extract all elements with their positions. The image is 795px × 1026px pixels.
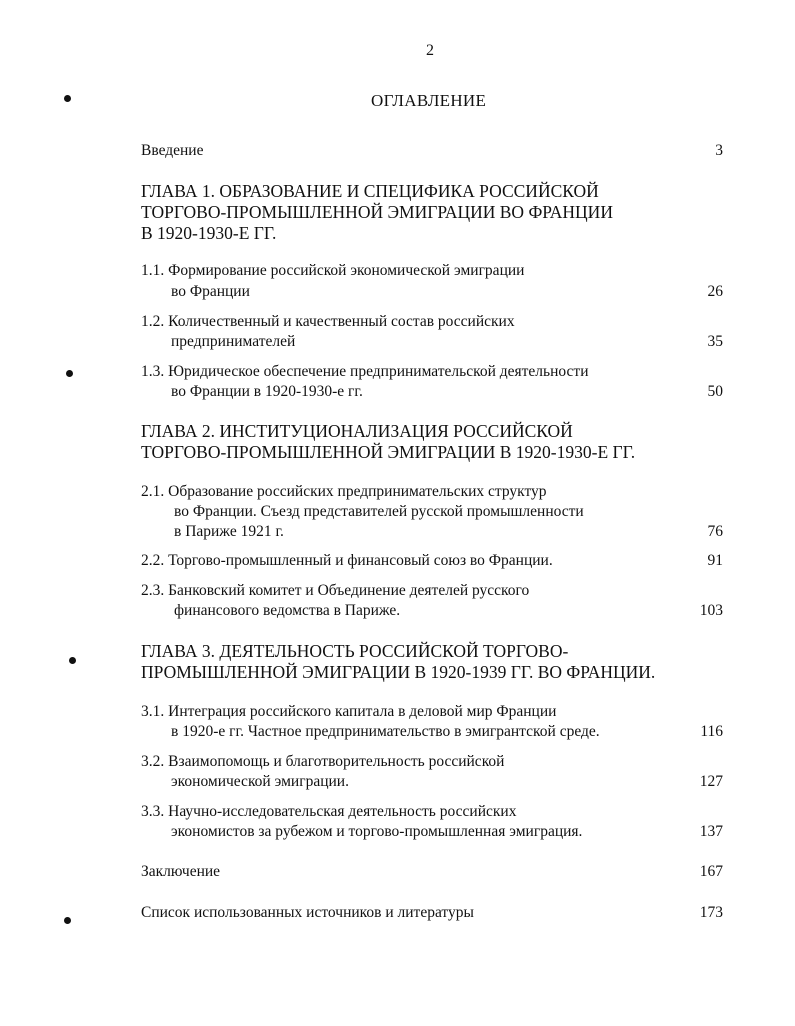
toc-page-number: 91 bbox=[707, 552, 723, 569]
toc-entry-3-1: 3.1. Интеграция российского капитала в деловой мир Франции bbox=[141, 703, 557, 720]
toc-entry-2-1: в Париже 1921 г. bbox=[174, 523, 284, 540]
toc-page-number: 137 bbox=[699, 823, 723, 840]
toc-page-number: 173 bbox=[699, 904, 723, 921]
scan-dot bbox=[64, 95, 71, 102]
toc-entry-3-2: экономической эмиграции. bbox=[171, 773, 349, 790]
toc-title: ОГЛАВЛЕНИЕ bbox=[371, 91, 487, 110]
toc-page-number: 50 bbox=[707, 383, 723, 400]
toc-page-number: 35 bbox=[707, 333, 723, 350]
toc-page-number: 167 bbox=[699, 863, 723, 880]
toc-entry-1-3: во Франции в 1920-1930-е гг. bbox=[171, 383, 363, 400]
chapter-1-heading: ТОРГОВО-ПРОМЫШЛЕННОЙ ЭМИГРАЦИИ ВО ФРАНЦИИ bbox=[141, 202, 613, 222]
toc-entry-2-1: 2.1. Образование российских предпринимательских структур bbox=[141, 483, 547, 500]
toc-entry-2-1: во Франции. Съезд представителей русской промышленности bbox=[174, 503, 584, 520]
toc-page-number: 26 bbox=[707, 283, 723, 300]
toc-entry-conclusion: Заключение bbox=[141, 863, 221, 880]
toc-page-number: 127 bbox=[699, 773, 723, 790]
toc-entry-3-3: 3.3. Научно-исследовательская деятельность российских bbox=[141, 803, 517, 820]
toc-entry-3-3: экономистов за рубежом и торгово-промышленная эмиграция. bbox=[171, 823, 583, 840]
toc-entry-3-2: 3.2. Взаимопомощь и благотворительность российской bbox=[141, 753, 505, 770]
scan-dot bbox=[69, 657, 76, 664]
toc-entry-2-2: 2.2. Торгово-промышленный и финансовый союз во Франции. bbox=[141, 552, 553, 569]
toc-page-number: 76 bbox=[707, 523, 723, 540]
chapter-3-heading: ПРОМЫШЛЕННОЙ ЭМИГРАЦИИ В 1920-1939 ГГ. ВО ФРАНЦИИ. bbox=[141, 662, 656, 682]
chapter-1-heading: В 1920-1930-Е ГГ. bbox=[141, 223, 277, 243]
chapter-3-heading: ГЛАВА 3. ДЕЯТЕЛЬНОСТЬ РОССИЙСКОЙ ТОРГОВО- bbox=[141, 641, 569, 661]
scan-dot bbox=[66, 370, 73, 377]
toc-page-number: 116 bbox=[700, 723, 723, 740]
chapter-2-heading: ГЛАВА 2. ИНСТИТУЦИОНАЛИЗАЦИЯ РОССИЙСКОЙ bbox=[141, 421, 573, 441]
toc-entry-introduction: Введение bbox=[141, 142, 204, 159]
toc-entry-3-1: в 1920-е гг. Частное предпринимательство в эмигрантской среде. bbox=[171, 723, 600, 740]
toc-entry-1-2: предпринимателей bbox=[171, 333, 296, 350]
toc-page-number: 3 bbox=[715, 142, 723, 159]
toc-entry-bibliography: Список использованных источников и литературы bbox=[141, 904, 474, 921]
toc-entry-1-2: 1.2. Количественный и качественный состав российских bbox=[141, 313, 515, 330]
toc-page-number: 103 bbox=[699, 602, 723, 619]
chapter-2-heading: ТОРГОВО-ПРОМЫШЛЕННОЙ ЭМИГРАЦИИ В 1920-1930-Е ГГ. bbox=[141, 442, 636, 462]
toc-entry-1-3: 1.3. Юридическое обеспечение предпринимательской деятельности bbox=[141, 363, 589, 380]
toc-entry-2-3: финансового ведомства в Париже. bbox=[174, 602, 401, 619]
chapter-1-heading: ГЛАВА 1. ОБРАЗОВАНИЕ И СПЕЦИФИКА РОССИЙСКОЙ bbox=[141, 181, 599, 201]
toc-entry-1-1: во Франции bbox=[171, 283, 250, 300]
toc-entry-2-3: 2.3. Банковский комитет и Объединение деятелей русского bbox=[141, 582, 530, 599]
scan-dot bbox=[64, 917, 71, 924]
toc-entry-1-1: 1.1. Формирование российской экономической эмиграции bbox=[141, 262, 525, 279]
page-number: 2 bbox=[426, 42, 434, 59]
